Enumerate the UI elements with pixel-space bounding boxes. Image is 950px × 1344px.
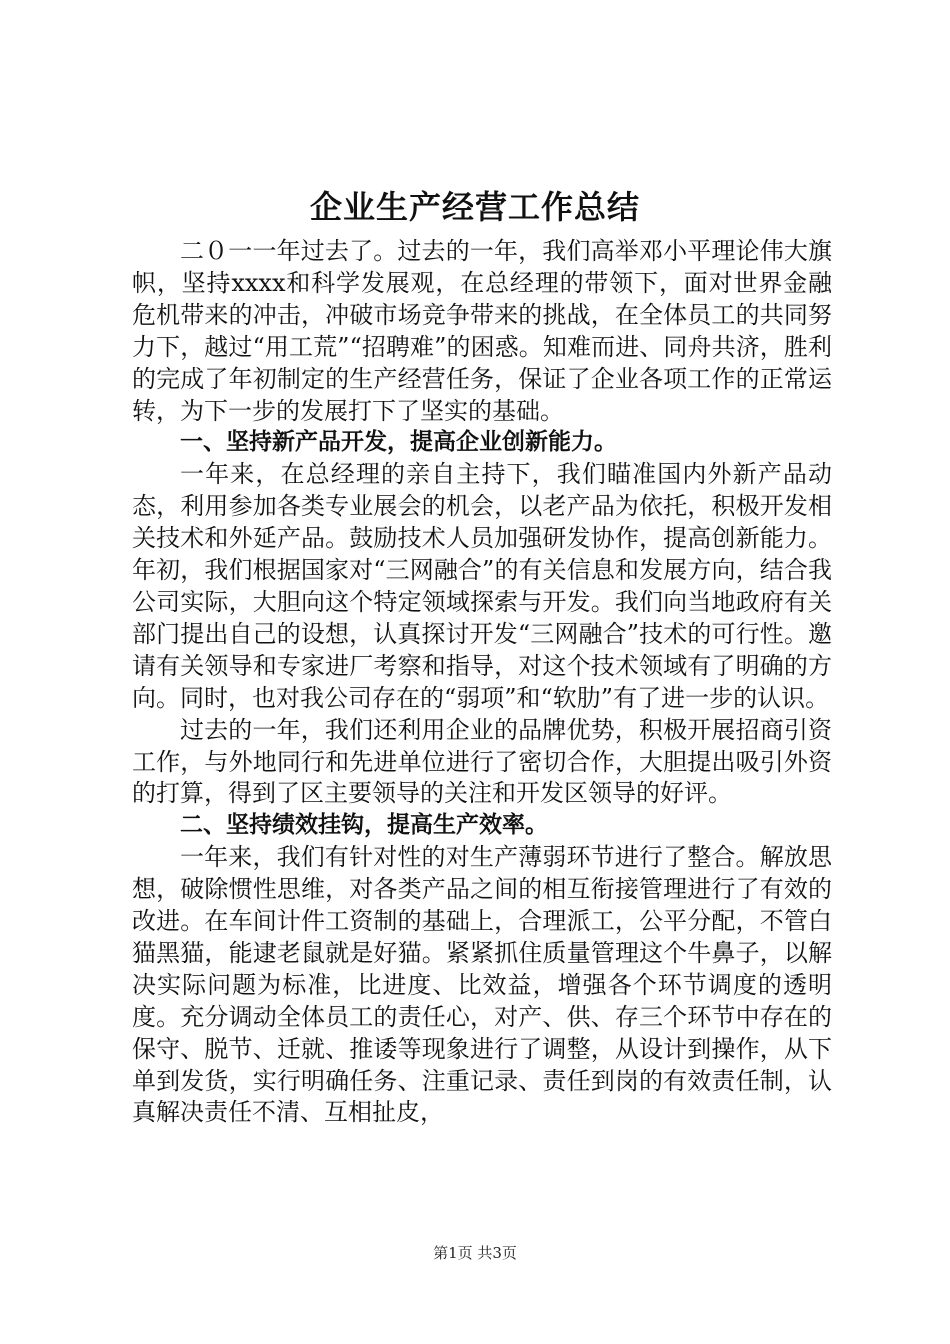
paragraph-product-development: 一年来，在总经理的亲自主持下，我们瞄准国内外新产品动态，利用参加各类专业展会的机会，以老产品为依托，积极开发相关技术和外延产品。鼓励技术人员加强研发协作，提高创新能力。年初，我们根据国家对“三网融合”的有关信息和发展方向，结合我公司实际，大胆向这个特定领域探索与开发。我们向当地政府有关部门提出自己的设想，认真探讨开发“三网融合”技术的可行性。邀请有关领导和专家进厂考察和指导，对这个技术领域有了明确的方向。同时，也对我公司存在的“弱项”和“软肋”有了进一步的认识。 (132, 460, 832, 712)
document-body (132, 236, 832, 1129)
paragraph-investment: 过去的一年，我们还利用企业的品牌优势，积极开展招商引资工作，与外地同行和先进单位进行了密切合作，大胆提出吸引外资的打算，得到了区主要领导的关注和开发区领导的好评。 (132, 715, 832, 808)
document-title: 企业生产经营工作总结 (309, 188, 640, 226)
section-heading-1: 一、坚持新产品开发，提高企业创新能力。 (180, 429, 617, 456)
paragraph-efficiency: 一年来，我们有针对性的对生产薄弱环节进行了整合。解放思想，破除惯性思维，对各类产品之间的相互衔接管理进行了有效的改进。在车间计件工资制的基础上，合理派工，公平分配，不管白猫黑猫，能逮老鼠就是好猫。紧紧抓住质量管理这个牛鼻子，以解决实际问题为标准，比进度、比效益，增强各个环节调度的透明度。充分调动全体员工的责任心，对产、供、存三个环节中存在的保守、脱节、迁就、推诿等现象进行了调整，从设计到操作，从下单到发货，实行明确任务、注重记录、责任到岗的有效责任制，认真解决责任不清、互相扯皮， (132, 843, 832, 1127)
paragraph-intro: 二０一一年过去了。过去的一年，我们高举邓小平理论伟大旗帜，坚持xxxx和科学发展观，在总经理的带领下，面对世界金融危机带来的冲击，冲破市场竞争带来的挑战，在全体员工的共同努力下，越过“用工荒”“招聘难”的困惑。知难而进、同舟共济，胜利的完成了年初制定的生产经营任务，保证了企业各项工作的正常运转，为下一步的发展打下了坚实的基础。 (132, 237, 832, 425)
section-heading-2: 二、坚持绩效挂钩，提高生产效率。 (180, 812, 548, 839)
page-number-footer: 第1页 共3页 (433, 1244, 517, 1262)
